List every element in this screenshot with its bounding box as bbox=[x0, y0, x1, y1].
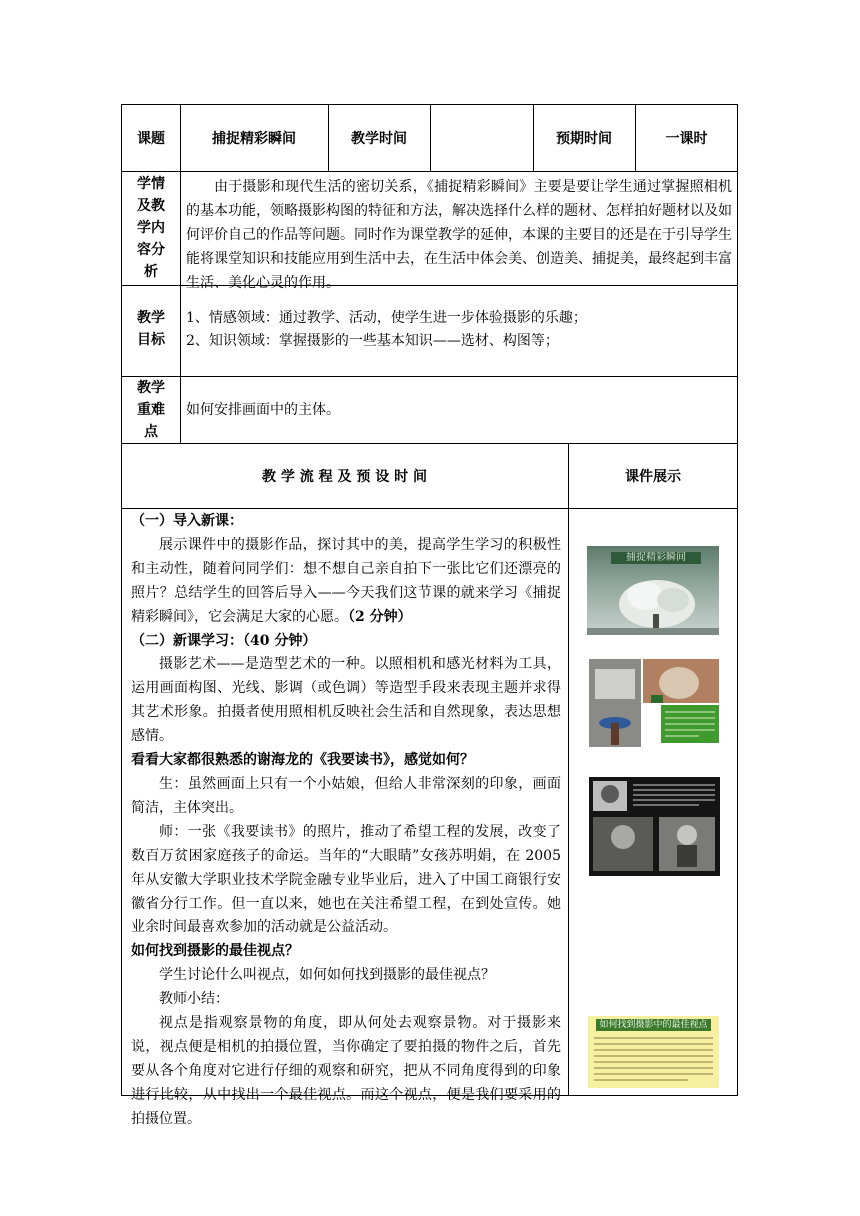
teaching-flow bbox=[131, 510, 561, 1132]
text-and-photo-slide bbox=[589, 777, 720, 876]
analysis-label-line: 析 bbox=[144, 264, 158, 280]
expected-time-value: 一课时 bbox=[665, 130, 708, 147]
question1-student: 生：虽然画面上只有一个小姑娘，但给人非常深刻的印象，画面简洁，主体突出。 bbox=[131, 775, 561, 816]
question1-title: 看看大家都很熟悉的谢海龙的《我要读书》，感觉如何？ bbox=[131, 752, 474, 769]
difficulty-label-line: 教学 bbox=[137, 380, 165, 396]
goals-label-line: 目标 bbox=[137, 332, 165, 348]
teaching-time-label: 教学时间 bbox=[351, 130, 407, 147]
process-title: 教 学 流 程 及 预 设 时 间 bbox=[262, 468, 427, 485]
analysis-label-line: 学内 bbox=[137, 220, 165, 236]
goals-label bbox=[121, 307, 181, 351]
section2-title: （二）新课学习：（40 分钟） bbox=[131, 632, 317, 649]
difficulty-label-line: 重难 bbox=[137, 402, 165, 418]
section1-time: （2 分钟） bbox=[348, 608, 412, 625]
courseware-slide-2 bbox=[589, 659, 719, 747]
goal-item: 1、情感领域：通过教学、活动，使学生进一步体验摄影的乐趣； bbox=[186, 310, 587, 326]
analysis-label-line: 学情 bbox=[137, 176, 165, 192]
row-divider-1 bbox=[121, 171, 738, 172]
expected-time-label: 预期时间 bbox=[556, 130, 612, 147]
analysis-label bbox=[121, 172, 181, 283]
analysis-label-line: 容分 bbox=[137, 242, 165, 258]
difficulty-label-line: 点 bbox=[144, 424, 158, 440]
goal-item: 2、知识领域：掌握摄影的一些基本知识——选材、构图等； bbox=[186, 333, 559, 349]
question2-discuss: 学生讨论什么叫视点，如何如何找到摄影的最佳视点？ bbox=[159, 967, 495, 984]
question2-title: 如何找到摄影的最佳视点？ bbox=[131, 943, 299, 960]
row-divider-5 bbox=[121, 508, 738, 509]
section2-text: 摄影艺术——是造型艺术的一种。以照相机和感光材料为工具，运用画面构图、光线、影调（或色调）等造型手段来表现主题并求得其艺术形象。拍摄者使用照相机反映社会生活和自然现象，表达思想感情。 bbox=[131, 656, 561, 745]
lesson-label: 课题 bbox=[137, 130, 165, 147]
section1-text: 展示课件中的摄影作品，探讨其中的美，提高学生学习的积极性和主动性，随着问同学们：想不想自己亲自拍下一张比它们还漂亮的照片？总结学生的回答后导入——今天我们这节课的就来学习《捕捉精彩瞬间》，它会满足大家的心愿。 bbox=[131, 536, 561, 625]
goals-list bbox=[186, 307, 732, 353]
courseware-slide-3 bbox=[589, 777, 720, 876]
question1-teacher: 师：一张《我要读书》的照片，推动了希望工程的发展，改变了数百万贫困家庭孩子的命运。当年的“大眼睛”女孩苏明娟，在 2005 年从安徽大学职业技术学院金融专业毕业后，进入了中国工商银行安徽省分行工作。但一直以来，她也在关注希望工程，在到处宣传。她业余时间最喜欢参加的活动就是公益活动。 bbox=[131, 823, 561, 936]
snow-tree-image bbox=[587, 546, 719, 635]
question2-summary: 视点是指观察景物的角度，即从何处去观察景物。对于摄影来说，视点便是相机的拍摄位置，当你确定了要拍摄的物件之后，首先要从各个角度对它进行仔细的观察和研究，把从不同角度得到的印象进行比较，从中找出一个最佳视点。而这个视点，便是我们要采用的拍摄位置。 bbox=[131, 1015, 561, 1127]
courseware-column-divider bbox=[568, 443, 569, 1095]
question2-summary-label: 教师小结： bbox=[159, 991, 229, 1008]
teaching-time-value bbox=[430, 104, 533, 171]
difficulty-label bbox=[121, 377, 181, 443]
analysis-text: 由于摄影和现代生活的密切关系，《捕捉精彩瞬间》主要是要让学生通过掌握照相机的基本功能，领略摄影构图的特征和方法，解决选择什么样的题材、怎样拍好题材以及如何评价自己的作品等问题。同时作为课堂教学的延伸，本课的主要目的还是在于引导学生能将课堂知识和技能应用到生活中去，在生活中体会美、创造美、捕捉美，最终起到丰富生活、美化心灵的作用。 bbox=[186, 179, 732, 291]
photo-collage-image bbox=[589, 659, 719, 747]
slide-title: 如何找到摄影中的最佳视点 bbox=[596, 1019, 711, 1031]
goals-label-line: 教学 bbox=[137, 310, 165, 326]
courseware-slide-4 bbox=[588, 1016, 719, 1088]
section1-paragraph bbox=[131, 534, 561, 630]
slide-title: 捕捉精彩瞬间 bbox=[611, 552, 701, 564]
difficulty-text: 如何安排画面中的主体。 bbox=[186, 402, 340, 418]
section1-title: （一）导入新课： bbox=[131, 513, 243, 529]
row-divider-3 bbox=[121, 376, 738, 377]
table-border-right bbox=[737, 104, 738, 1095]
analysis-label-line: 及教 bbox=[137, 198, 165, 214]
text-lines-graphic bbox=[588, 1016, 719, 1088]
courseware-label: 课件展示 bbox=[625, 468, 681, 485]
courseware-slide-1 bbox=[587, 546, 719, 635]
lesson-title: 捕捉精彩瞬间 bbox=[212, 130, 296, 147]
